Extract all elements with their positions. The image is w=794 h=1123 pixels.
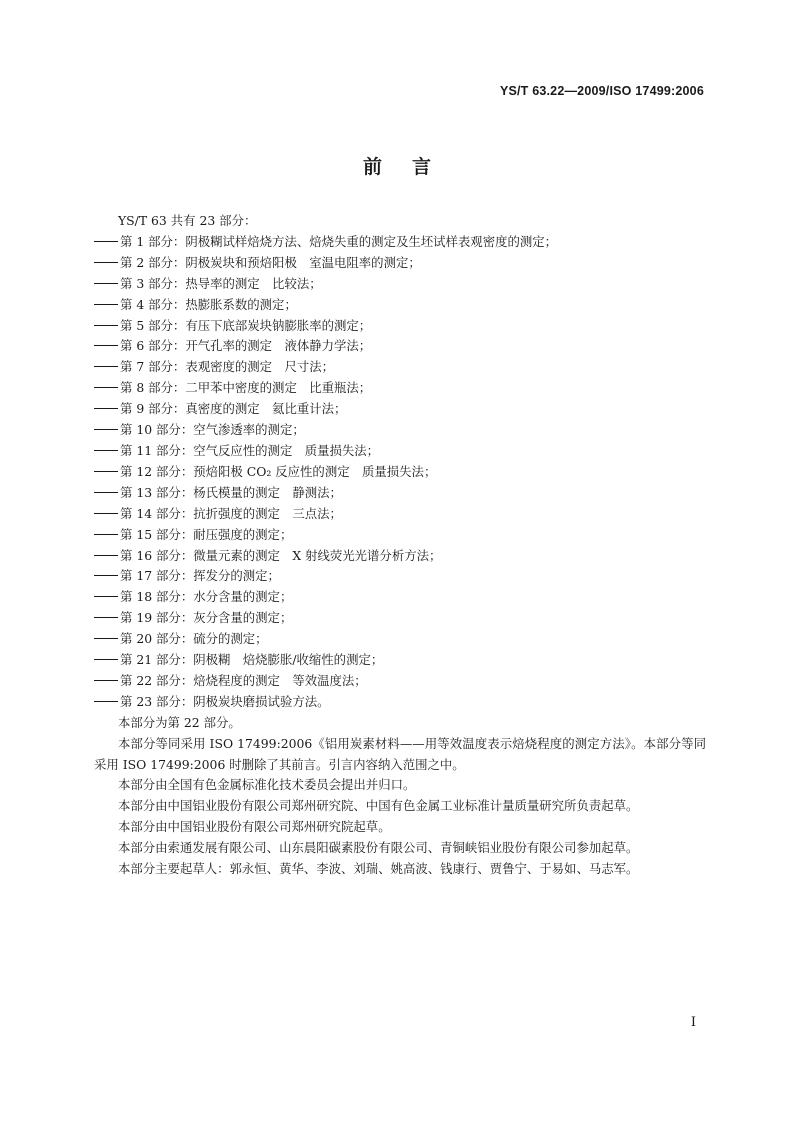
- em-dash-mark: [94, 262, 118, 263]
- em-dash-mark: [94, 617, 118, 618]
- em-dash-mark: [94, 659, 118, 660]
- part-item: 第 1 部分：阴极糊试样焙烧方法、焙烧失重的测定及生坯试样表观密度的测定；: [94, 232, 706, 253]
- em-dash-mark: [94, 283, 118, 284]
- em-dash-mark: [94, 366, 118, 367]
- em-dash-mark: [94, 701, 118, 702]
- em-dash-mark: [94, 241, 118, 242]
- standard-code: YS/T 63.22—2009/ISO 17499:2006: [499, 84, 704, 98]
- em-dash-mark: [94, 575, 118, 576]
- paragraph: 本部分由索通发展有限公司、山东晨阳碳素股份有限公司、青铜峡铝业股份有限公司参加起草。: [118, 840, 639, 856]
- em-dash-mark: [94, 471, 118, 472]
- part-item: 第 19 部分：灰分含量的测定；: [94, 608, 706, 629]
- part-item: 第 11 部分：空气反应性的测定 质量损失法；: [94, 441, 706, 462]
- part-item: 第 21 部分：阴极糊 焙烧膨胀/收缩性的测定；: [94, 650, 706, 671]
- part-item: 第 8 部分：二甲苯中密度的测定 比重瓶法；: [94, 378, 706, 399]
- paragraph: 本部分由中国铝业股份有限公司郑州研究院起草。: [118, 819, 391, 835]
- parts-list: [94, 232, 706, 713]
- part-item: 第 2 部分：阴极炭块和预焙阳极 室温电阻率的测定；: [94, 253, 706, 274]
- part-item: 第 17 部分：挥发分的测定；: [94, 566, 706, 587]
- part-item: 第 16 部分：微量元素的测定 X 射线荧光光谱分析方法；: [94, 546, 706, 567]
- part-item: 第 18 部分：水分含量的测定；: [94, 587, 706, 608]
- part-item: 第 9 部分：真密度的测定 氦比重计法；: [94, 399, 706, 420]
- paragraph: 本部分主要起草人：郭永恒、黄华、李波、刘瑞、姚高波、钱康行、贾鲁宁、于易如、马志军。: [118, 861, 639, 877]
- em-dash-mark: [94, 555, 118, 556]
- em-dash-mark: [94, 387, 118, 388]
- em-dash-mark: [94, 450, 118, 451]
- page-number: I: [690, 1015, 696, 1030]
- em-dash-mark: [94, 534, 118, 535]
- em-dash-mark: [94, 513, 118, 514]
- paragraph: 本部分由中国铝业股份有限公司郑州研究院、中国有色金属工业标准计量质量研究所负责起草。: [118, 798, 639, 814]
- part-item: 第 13 部分：杨氏模量的测定 静测法；: [94, 483, 706, 504]
- em-dash-mark: [94, 408, 118, 409]
- em-dash-mark: [94, 429, 118, 430]
- part-item: 第 14 部分：抗折强度的测定 三点法；: [94, 504, 706, 525]
- part-item: 第 15 部分：耐压强度的测定；: [94, 525, 706, 546]
- part-item: 第 10 部分：空气渗透率的测定；: [94, 420, 706, 441]
- em-dash-mark: [94, 325, 118, 326]
- paragraph: 本部分等同采用 ISO 17499:2006《铝用炭素材料——用等效温度表示焙烧程度的测定方法》。本部分等同采用 ISO 17499:2006 时删除了其前言。引言内容纳入范围之中。: [94, 735, 706, 772]
- part-item: 第 7 部分：表观密度的测定 尺寸法；: [94, 357, 706, 378]
- part-item: 第 12 部分：预焙阳极 CO₂ 反应性的测定 质量损失法；: [94, 462, 706, 483]
- em-dash-mark: [94, 596, 118, 597]
- em-dash-mark: [94, 492, 118, 493]
- part-item: 第 6 部分：开气孔率的测定 液体静力学法；: [94, 336, 706, 357]
- paragraph: 本部分由全国有色金属标准化技术委员会提出并归口。: [118, 777, 416, 793]
- part-item: 第 4 部分：热膨胀系数的测定；: [94, 295, 706, 316]
- em-dash-mark: [94, 638, 118, 639]
- part-item: 第 23 部分：阴极炭块磨损试验方法。: [94, 692, 706, 713]
- part-item: 第 3 部分：热导率的测定 比较法；: [94, 274, 706, 295]
- em-dash-mark: [94, 680, 118, 681]
- paragraph: 本部分为第 22 部分。: [118, 714, 241, 730]
- intro-line: YS/T 63 共有 23 部分：: [118, 213, 257, 228]
- part-item: 第 5 部分：有压下底部炭块钠膨胀率的测定；: [94, 316, 706, 337]
- part-item: 第 22 部分：焙烧程度的测定 等效温度法；: [94, 671, 706, 692]
- part-item: 第 20 部分：硫分的测定；: [94, 629, 706, 650]
- em-dash-mark: [94, 345, 118, 346]
- page-title: 前言: [362, 156, 461, 178]
- document-body: [94, 211, 706, 880]
- em-dash-mark: [94, 304, 118, 305]
